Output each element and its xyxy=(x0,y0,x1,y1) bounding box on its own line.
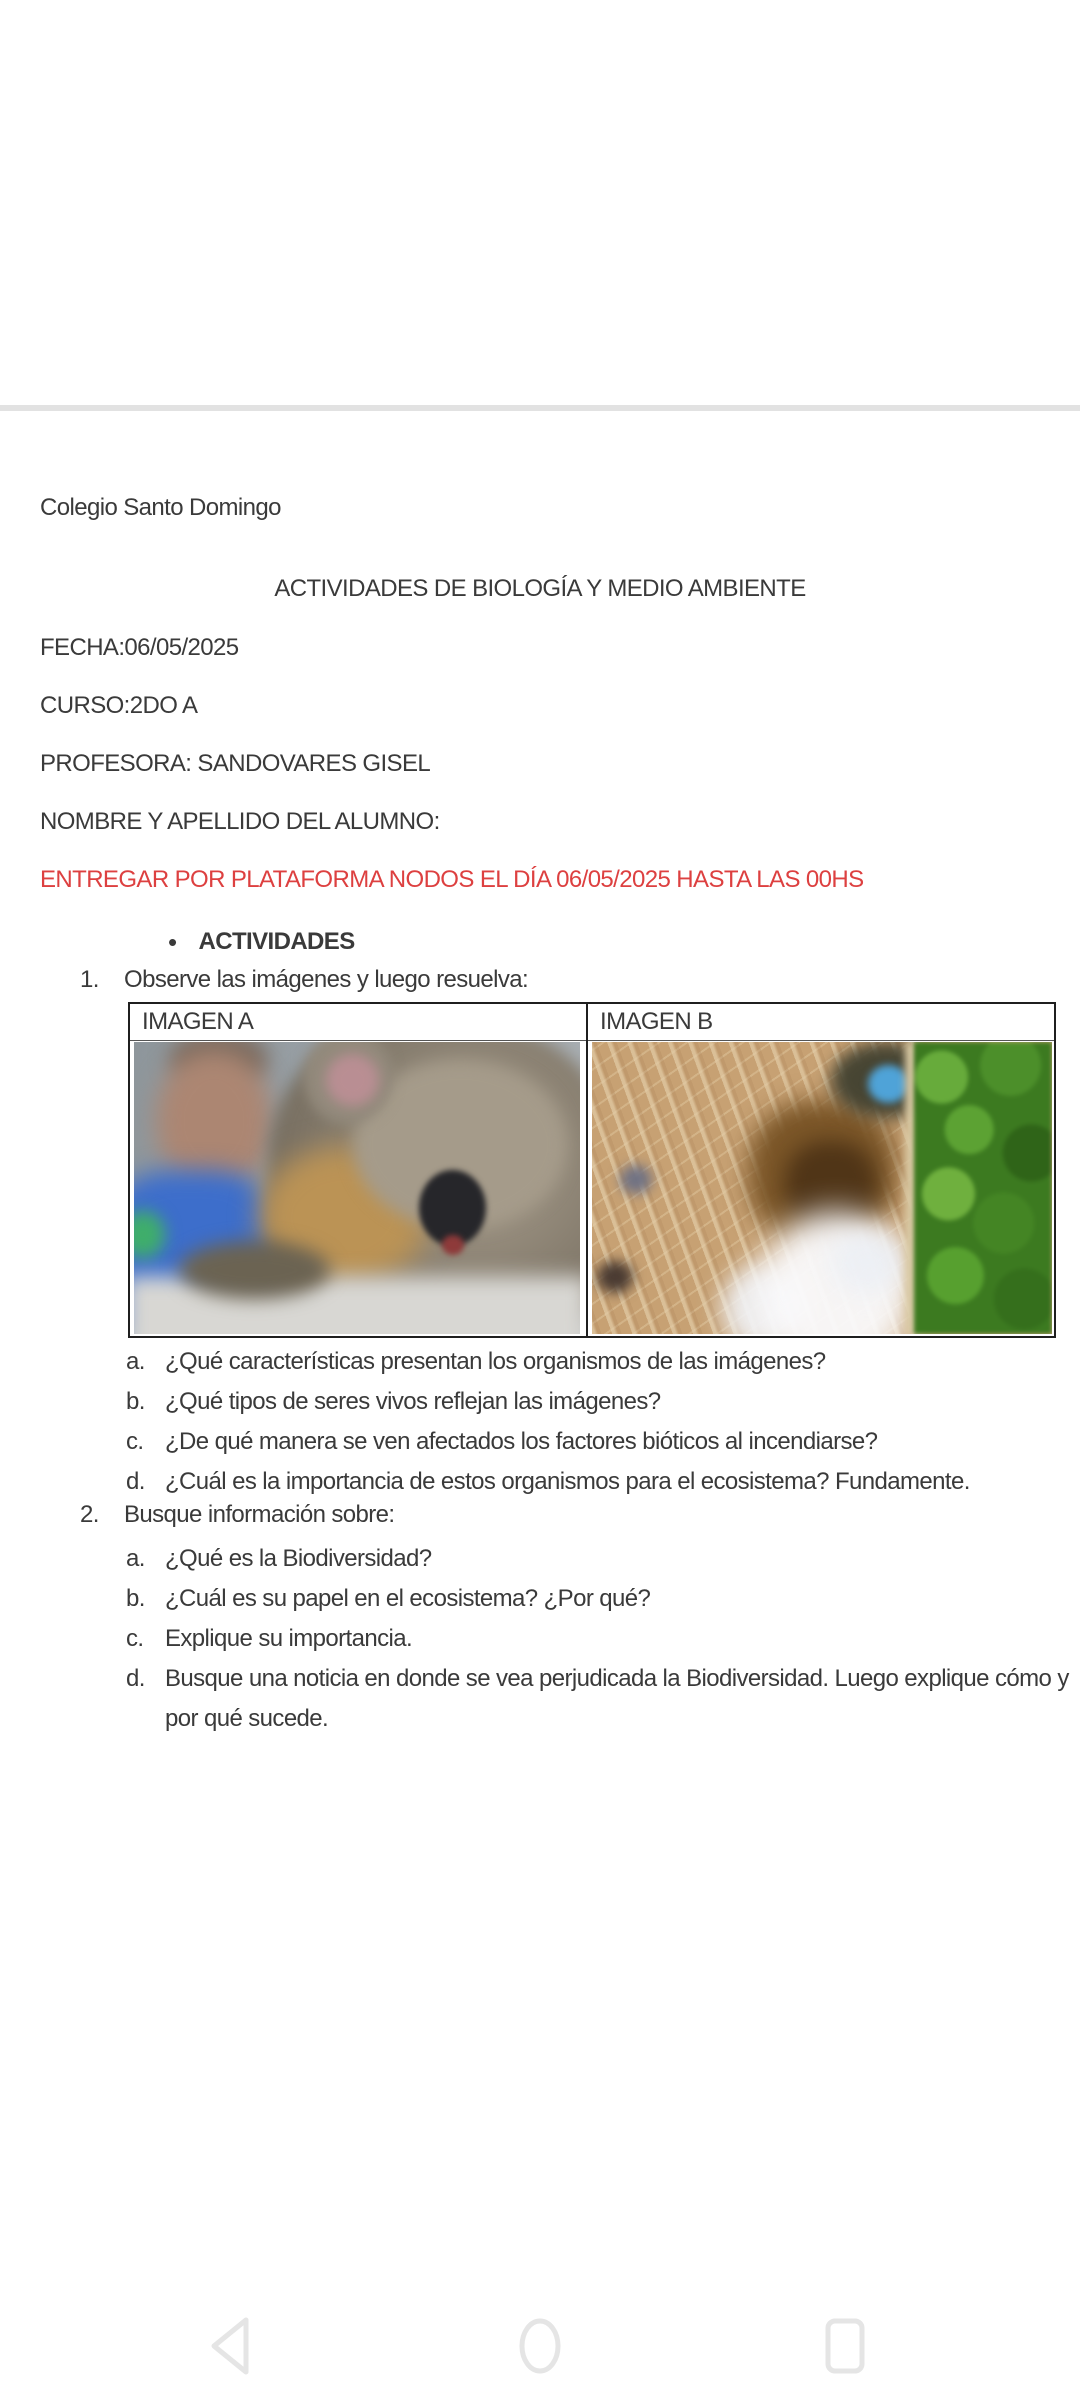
home-button[interactable] xyxy=(504,2310,576,2382)
list-item: d. ¿Cuál es la importancia de estos organismos para el ecosistema? Fundamente. xyxy=(126,1468,970,1495)
list-item: c. ¿De qué manera se ven afectados los factores bióticos al incendiarse? xyxy=(126,1428,878,1455)
imagen-a-label: IMAGEN A xyxy=(142,1008,254,1035)
teacher-line: PROFESORA: SANDOVARES GISEL xyxy=(40,750,431,777)
back-triangle-icon xyxy=(194,2314,266,2378)
page-top-separator xyxy=(0,405,1080,411)
question-1-text: Observe las imágenes y luego resuelva: xyxy=(124,966,529,993)
list-item: d. Busque una noticia en donde se vea perjudicada la Biodiversidad. Luego explique cómo y por qué sucede. xyxy=(126,1665,1069,1732)
bullet-icon: • xyxy=(168,927,177,957)
recents-square-icon xyxy=(809,2314,881,2378)
question-2-text: Busque información sobre: xyxy=(124,1501,395,1528)
question-2-number: 2. xyxy=(80,1501,99,1528)
table-cell-imagen-b xyxy=(588,1004,1054,1336)
question-2-items xyxy=(126,1539,1080,1739)
images-table xyxy=(128,1002,1056,1338)
table-cell-imagen-a xyxy=(130,1004,588,1336)
question-2-prompt xyxy=(80,1499,395,1531)
course-line: CURSO:2DO A xyxy=(40,692,198,719)
list-item: a. ¿Qué es la Biodiversidad? xyxy=(126,1545,432,1572)
imagen-b-header-rule xyxy=(588,1040,1054,1041)
imagen-b-label: IMAGEN B xyxy=(600,1008,713,1035)
recents-button[interactable] xyxy=(809,2310,881,2382)
list-item: b. ¿Qué tipos de seres vivos reflejan las imágenes? xyxy=(126,1388,661,1415)
list-item: b. ¿Cuál es su papel en el ecosistema? ¿Por qué? xyxy=(126,1585,651,1612)
android-navigation-bar xyxy=(0,2300,1080,2400)
list-item: a. ¿Qué características presentan los organismos de las imágenes? xyxy=(126,1348,826,1375)
question-1-number: 1. xyxy=(80,966,99,993)
imagen-b-photo xyxy=(592,1042,1052,1334)
activities-heading-line xyxy=(168,926,355,958)
deadline-notice: ENTREGAR POR PLATAFORMA NODOS EL DÍA 06/05/2025 HASTA LAS 00HS xyxy=(40,866,864,893)
list-item: c. Explique su importancia. xyxy=(126,1625,413,1652)
school-name: Colegio Santo Domingo xyxy=(40,494,281,521)
activities-heading: ACTIVIDADES xyxy=(198,928,355,955)
question-1-prompt xyxy=(80,964,528,996)
student-name-line: NOMBRE Y APELLIDO DEL ALUMNO: xyxy=(40,808,440,835)
imagen-a-header-rule xyxy=(130,1040,586,1041)
home-circle-icon xyxy=(504,2314,576,2378)
forest-strip xyxy=(914,1042,1052,1334)
date-line: FECHA:06/05/2025 xyxy=(40,634,239,661)
document-title: ACTIVIDADES DE BIOLOGÍA Y MEDIO AMBIENTE xyxy=(274,575,806,602)
imagen-a-photo xyxy=(134,1042,580,1334)
back-button[interactable] xyxy=(194,2310,266,2382)
question-1-items xyxy=(126,1342,1080,1502)
